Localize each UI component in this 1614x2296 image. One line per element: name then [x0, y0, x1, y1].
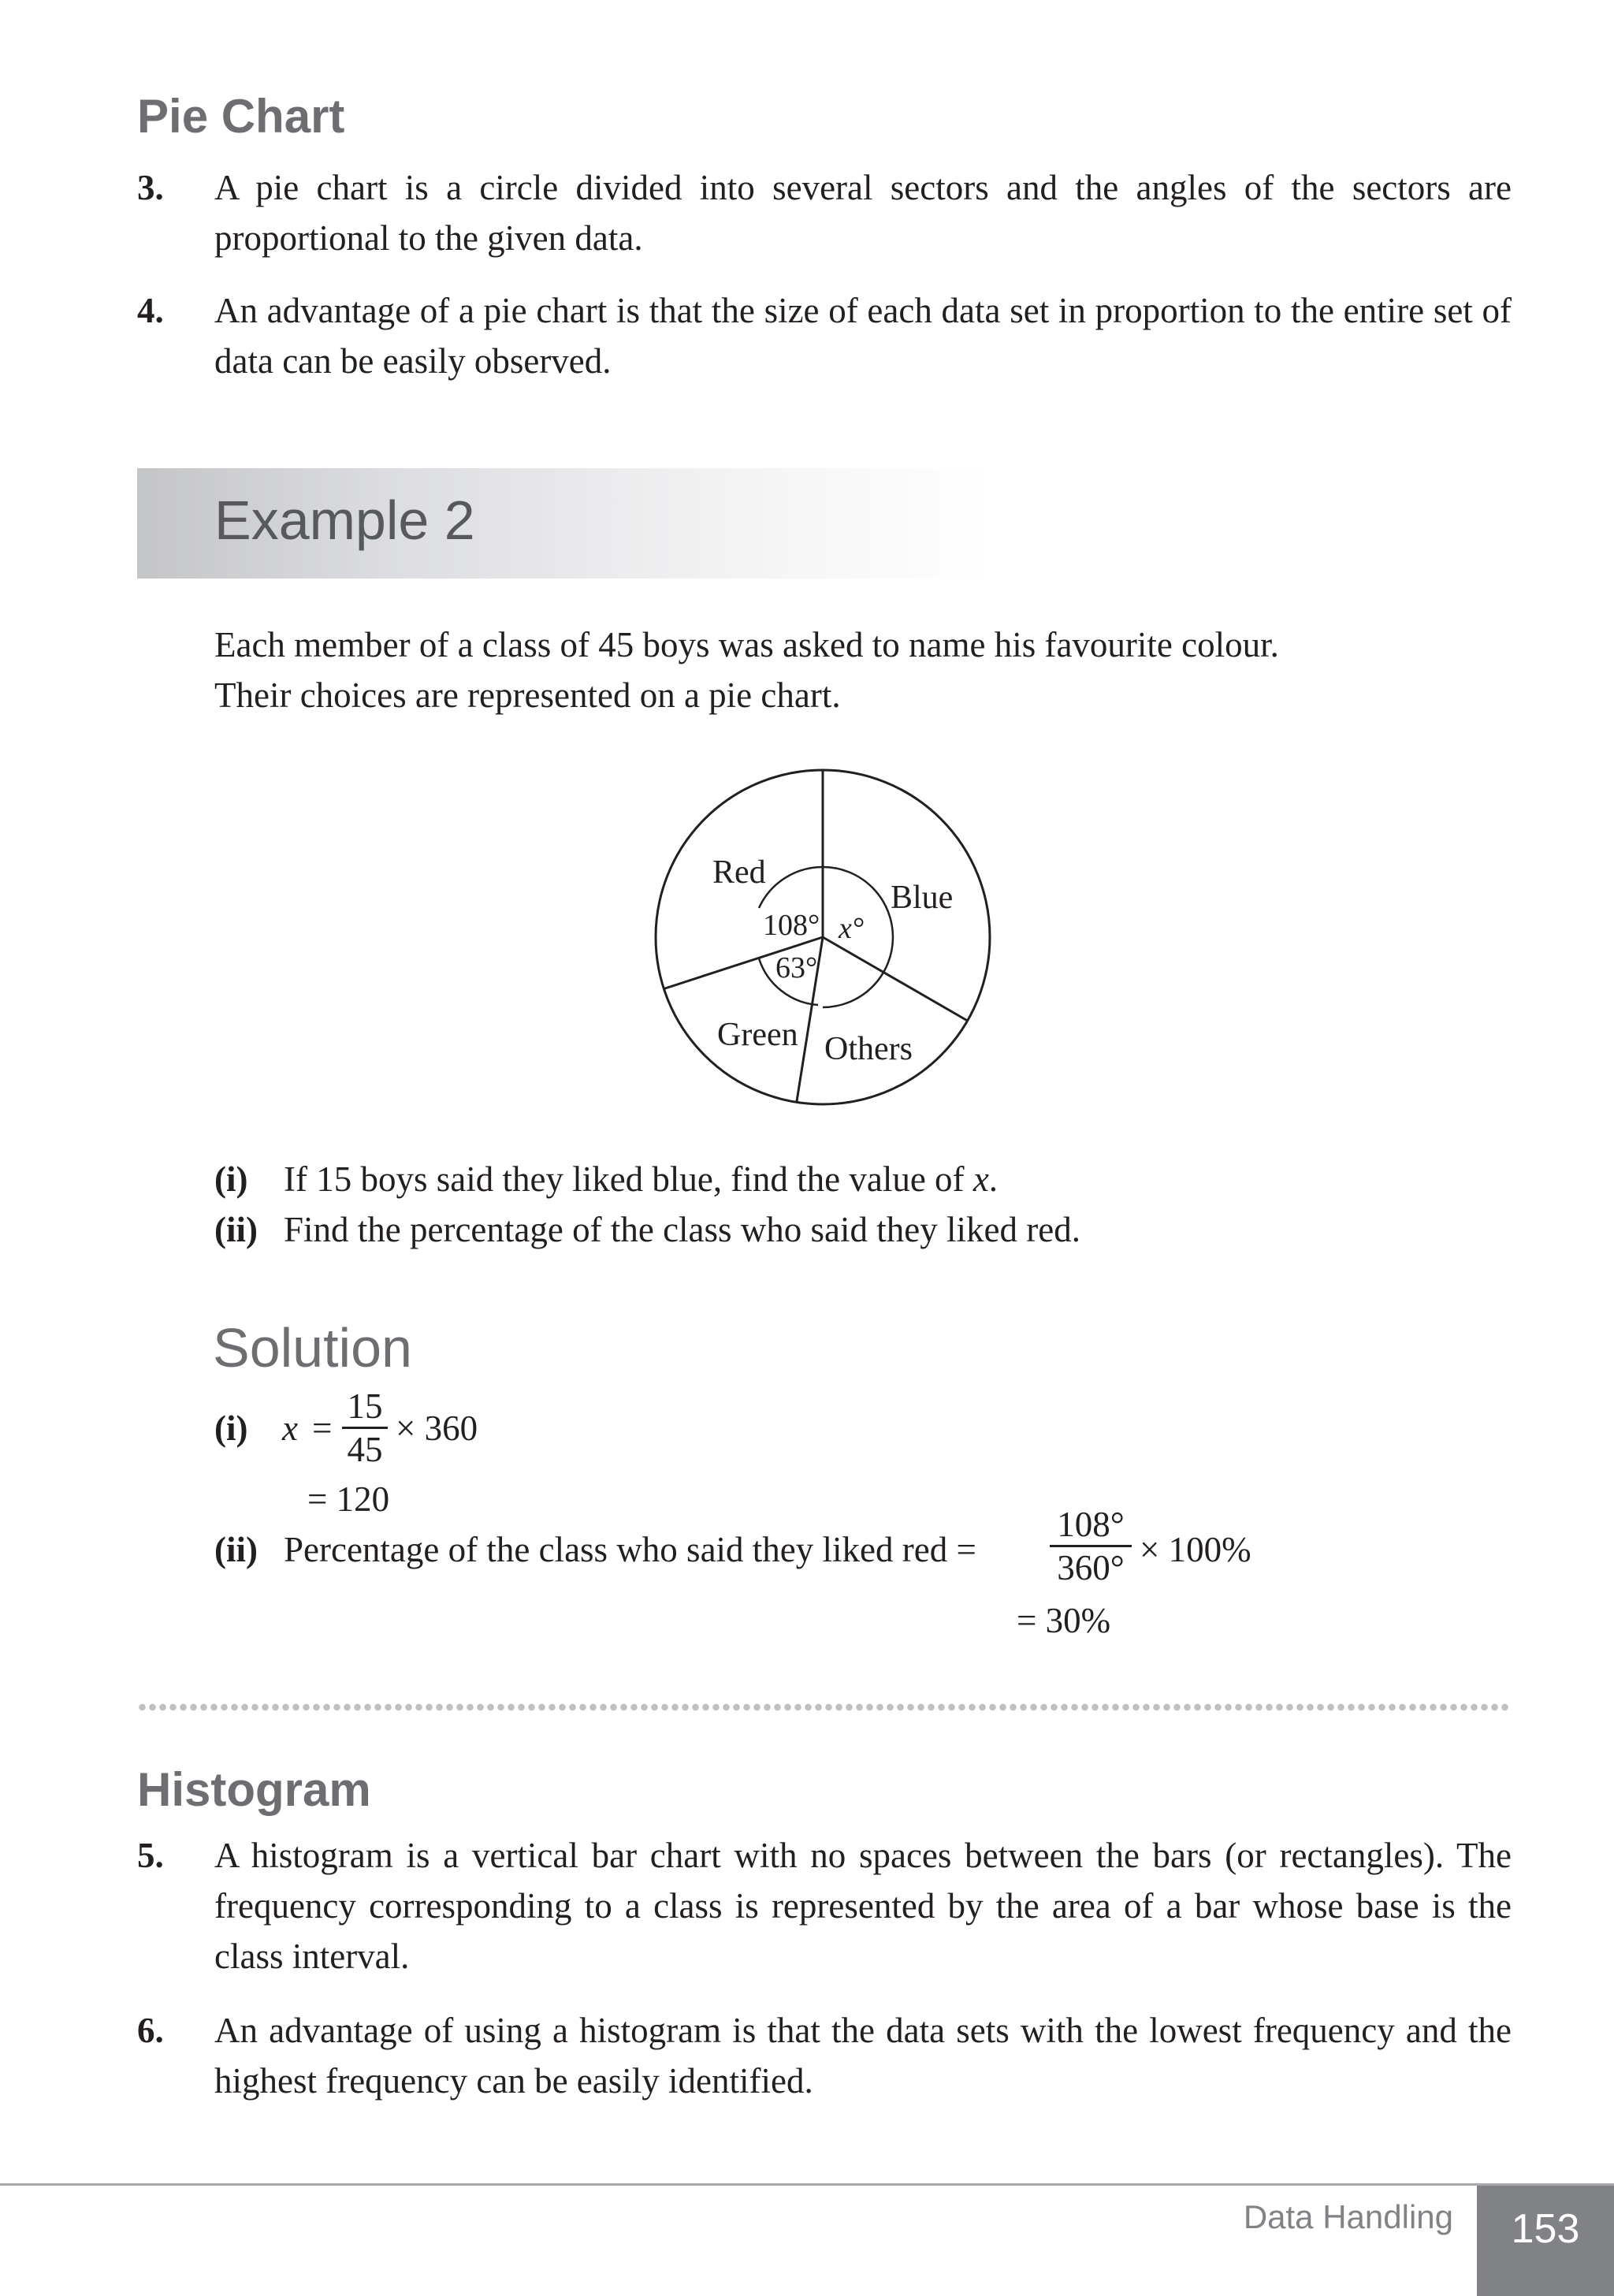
fraction-15-over-45 — [342, 1386, 388, 1470]
angle-label-red: 108° — [763, 909, 820, 942]
point-5 — [137, 1830, 1512, 1982]
angle-arc-red — [759, 867, 823, 908]
slice-label-red: Red — [712, 854, 766, 891]
point-4 — [137, 285, 1512, 386]
page-number: 153 — [1477, 2186, 1614, 2296]
angle-label-green: 63° — [775, 951, 818, 984]
radius-blue-others — [823, 937, 968, 1021]
dotted-divider — [137, 1702, 1512, 1712]
question-label: (i) — [214, 1159, 248, 1199]
solution-part-2-label: (ii) — [214, 1530, 258, 1569]
solution-multiplier: × 360 — [396, 1408, 478, 1448]
solution-part-1-label: (i) — [214, 1408, 248, 1448]
point-number: 6. — [137, 2011, 164, 2050]
question-variable: x — [972, 1159, 989, 1199]
example-intro-line-2: Their choices are represented on a pie chart. — [214, 675, 841, 715]
solution-multiplier: × 100% — [1140, 1530, 1251, 1569]
angle-label-blue: x° — [839, 912, 865, 945]
slice-label-green: Green — [717, 1017, 798, 1053]
fraction-108-over-360 — [1050, 1504, 1132, 1588]
question-1 — [214, 1159, 998, 1200]
section-heading-pie-chart: Pie Chart — [137, 90, 345, 143]
point-text: A histogram is a vertical bar chart with no spaces between the bars (or rectangles). The frequency corresponding to a class is represented by the area of a bar whose base is the class interval. — [214, 1836, 1512, 1976]
fraction-denominator: 360° — [1050, 1545, 1132, 1588]
footer-rule — [0, 2183, 1614, 2186]
footer-chapter-title: Data Handling — [1243, 2198, 1453, 2235]
slice-label-blue: Blue — [891, 880, 954, 916]
solution-result-1: = 120 — [307, 1479, 390, 1519]
pie-chart — [646, 765, 1009, 1111]
fraction-numerator: 15 — [347, 1386, 383, 1426]
solution-variable: x — [282, 1408, 298, 1448]
point-text: A pie chart is a circle divided into several sectors and the angles of the sectors are proportional to the given data. — [214, 168, 1512, 258]
slice-label-others: Others — [824, 1031, 913, 1067]
question-text: Find the percentage of the class who said they liked red. — [284, 1210, 1080, 1249]
question-punct: . — [988, 1159, 999, 1199]
question-label: (ii) — [214, 1210, 258, 1249]
point-number: 5. — [137, 1836, 164, 1875]
fraction-numerator: 108° — [1057, 1505, 1125, 1544]
point-text: An advantage of using a histogram is that the data sets with the lowest frequency and the highest frequency can be easily identified. — [214, 2011, 1512, 2101]
point-3 — [137, 162, 1512, 263]
example-title: Example 2 — [214, 489, 475, 551]
solution-part-2-text: Percentage of the class who said they liked red = — [284, 1530, 976, 1569]
question-2 — [214, 1209, 1080, 1250]
solution-result-2: = 30% — [1017, 1601, 1111, 1640]
example-intro-line-1: Each member of a class of 45 boys was asked to name his favourite colour. — [214, 625, 1279, 664]
point-6 — [137, 2005, 1512, 2106]
point-text: An advantage of a pie chart is that the size of each data set in proportion to the entire set of data can be easily observed. — [214, 291, 1512, 381]
section-heading-histogram: Histogram — [137, 1763, 371, 1816]
solution-equals: = — [312, 1408, 333, 1448]
fraction-denominator: 45 — [342, 1427, 388, 1470]
question-text: If 15 boys said they liked blue, find the value of — [284, 1159, 973, 1199]
point-number: 4. — [137, 291, 164, 330]
solution-heading: Solution — [213, 1317, 412, 1379]
point-number: 3. — [137, 168, 164, 207]
example-banner — [137, 468, 988, 579]
